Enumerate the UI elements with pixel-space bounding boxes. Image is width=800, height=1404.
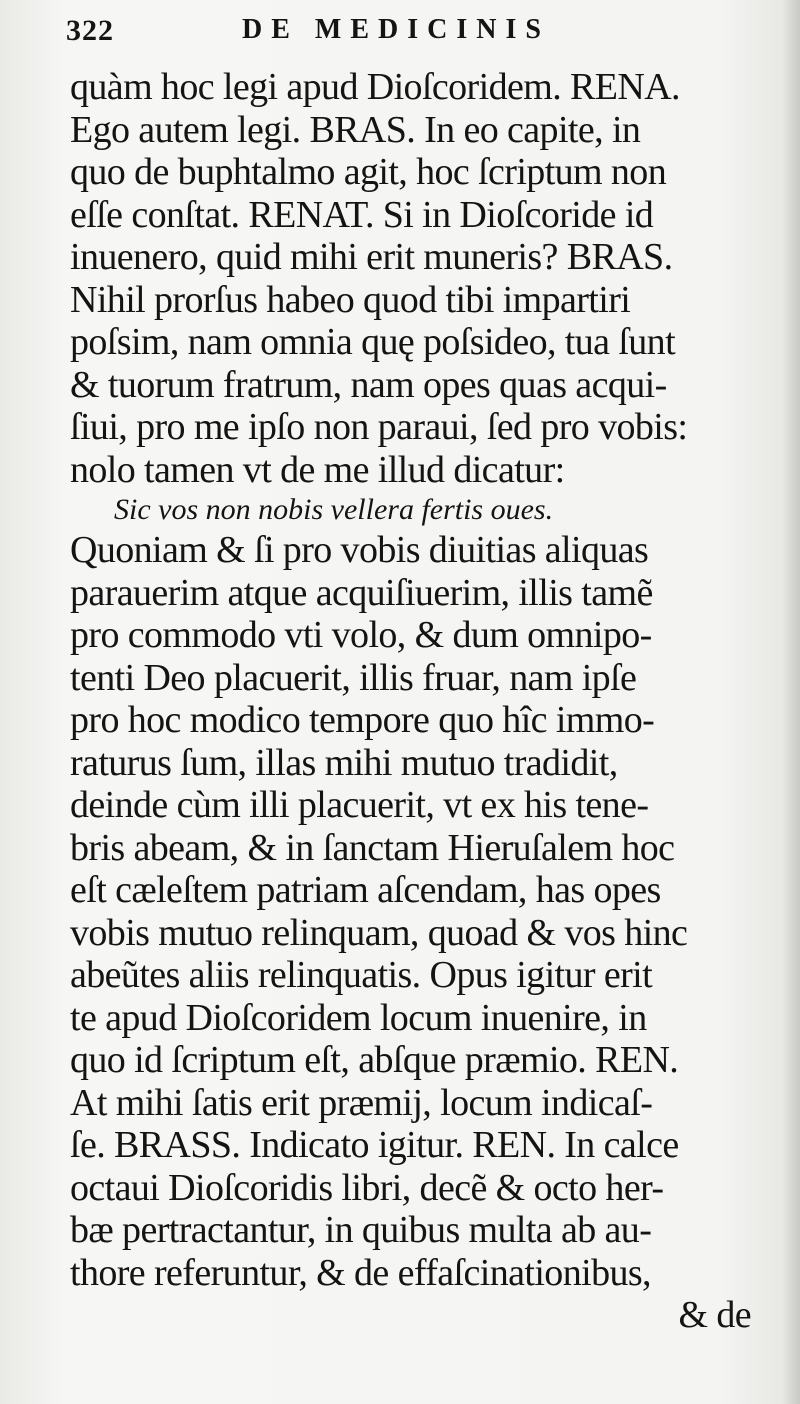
- text-line: deinde cùm illi placuerit, vt ex his tene-: [70, 784, 649, 826]
- text-line: quo id ſcriptum eſt, abſque præmio. REN.: [70, 1039, 679, 1081]
- page-header: [66, 10, 646, 54]
- text-line: Nihil prorſus habeo quod tibi impartiri: [70, 278, 631, 321]
- text-line: vobis mutuo relinquam, quoad & vos hinc: [70, 911, 688, 954]
- text-line: nolo tamen vt de me illud dicatur:: [70, 448, 565, 491]
- text-line: parauerim atque acquiſiuerim, illis tamẽ: [70, 571, 653, 614]
- text-line: quàm hoc legi apud Dioſcoridem. RENA.: [70, 66, 680, 108]
- text-line: & tuorum fratrum, nam opes quas acqui-: [70, 363, 667, 406]
- verse-quotation: Sic vos non nobis vellera fertis oues.: [114, 493, 554, 526]
- text-line: raturus ſum, illas mihi mutuo tradidit,: [70, 741, 618, 784]
- text-line: pro hoc modico tempore quo hîc immo-: [70, 699, 655, 741]
- text-line: Quoniam & ſi pro vobis diuitias aliquas: [70, 529, 649, 571]
- text-line: ſe. BRASS. Indicato igitur. REN. In calce: [70, 1124, 679, 1166]
- text-line: tenti Deo placuerit, illis fruar, nam ipſe: [70, 656, 637, 699]
- text-line: abeũtes aliis relinquatis. Opus igitur erit: [70, 954, 653, 996]
- text-line: poſsim, nam omnia quę poſsideo, tua ſunt: [70, 321, 676, 363]
- text-line: pro commodo vti volo, & dum omnipo-: [70, 614, 652, 656]
- body-text: [70, 66, 755, 1337]
- text-line: ſiui, pro me ipſo non paraui, ſed pro vobis:: [70, 406, 688, 448]
- text-line: eſt cæleſtem patriam aſcendam, has opes: [70, 869, 661, 911]
- page-edge-shadow: [782, 0, 800, 1404]
- text-line: eſſe conſtat. RENAT. Si in Dioſcoride id: [70, 193, 654, 236]
- text-line: Ego autem legi. BRAS. In eo capite, in: [70, 108, 641, 151]
- page-number: 322: [66, 14, 114, 47]
- text-line: bæ pertractantur, in quibus multa ab au-: [70, 1209, 652, 1251]
- text-line: inuenero, quid mihi erit muneris? BRAS.: [70, 236, 673, 278]
- text-line: quo de buphtalmo agit, hoc ſcriptum non: [70, 151, 667, 193]
- text-line: octaui Dioſcoridis libri, decẽ & octo her-: [70, 1166, 664, 1209]
- text-line: bris abeam, & in ſanctam Hieruſalem hoc: [70, 826, 675, 869]
- text-line: te apud Dioſcoridem locum inuenire, in: [70, 996, 647, 1039]
- text-line: At mihi ſatis erit præmij, locum indicaſ-: [70, 1081, 653, 1124]
- catchword: & de: [678, 1294, 751, 1336]
- text-line: thore referuntur, & de effaſcinationibus,: [70, 1251, 651, 1294]
- running-head: DE MEDICINIS: [242, 14, 550, 45]
